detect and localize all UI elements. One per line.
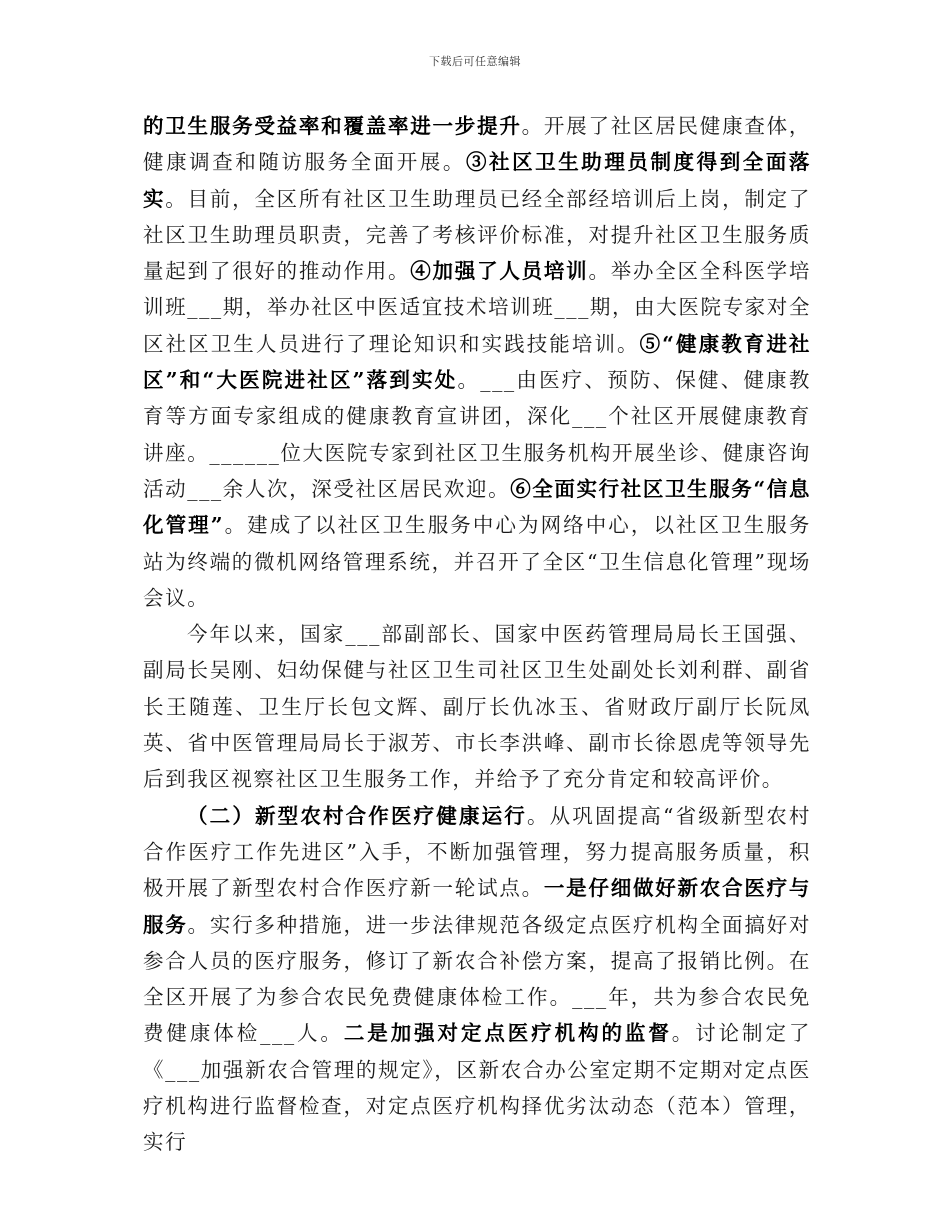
body-text-run: 。从巩固提高“省级新型农村合作医疗工作先进区”入手，不断加强管理，努力提高服务质量，积极开展了新型农村合作医疗新一轮试点。 xyxy=(143,803,812,901)
bold-heading-text: ⑥全面实行社区卫生服务“信息化管理” xyxy=(143,476,811,538)
paragraph-1 xyxy=(143,108,811,616)
body-text-run: 。___由医疗、预防、保健、健康教育等方面专家组成的健康教育宣讲团，深化___个社区开展健康教育讲座。______位大医院专家到社区卫生服务机构开展坐诊、健康咨询活动___余人次，深受社区居民欢迎。 xyxy=(143,368,811,501)
bold-heading-text: ④加强了人员培训 xyxy=(410,259,589,284)
page-header: 下载后可任意编辑 xyxy=(429,55,521,68)
bold-heading-text: ③社区卫生助理员制度得到全面落实 xyxy=(143,150,811,211)
bold-heading-text: ⑤“健康教育进社区”和“大医院进社区”落到实处 xyxy=(143,331,812,393)
bold-heading-text: 的卫生服务受益率和覆盖率进一步提升 xyxy=(143,114,522,138)
body-text-run: 。开展了社区居民健康查体，健康调查和随访服务全面开展。 xyxy=(143,114,811,175)
body-text-run: 。讨论制定了《___加强新农合管理的规定》，区新农合办公室定期不定期对定点医疗机构进行监督检查，对定点医疗机构择优劣汰动态（范本）管理，实行 xyxy=(143,1021,811,1155)
body-text-run: 。建成了以社区卫生服务中心为网络中心，以社区卫生服务站为终端的微机网络管理系统，并召开了全区“卫生信息化管理”现场会议。 xyxy=(143,513,811,610)
body-text-run: 。目前，全区所有社区卫生助理员已经全部经培训后上岗，制定了社区卫生助理员职责，完善了考核评价标准，对提升社区卫生服务质量起到了很好的推动作用。 xyxy=(143,186,811,284)
body-text-run: 。举办全区全科医学培训班___期，举办社区中医适宜技术培训班___期，由大医院专家对全区社区卫生人员进行了理论知识和实践技能培训。 xyxy=(143,259,811,356)
body-text-run: 今年以来，国家___部副部长、国家中医药管理局局长王国强、副局长吴刚、妇幼保健与社区卫生司社区卫生处副处长刘利群、副省长王随莲、卫生厅长包文辉、副厅长仇冰玉、省财政厅副厅长阮凤英、省中医管理局局长于淑芳、市长李洪峰、副市长徐恩虎等领导先后到我区视察社区卫生服务工作，并给予了充分肯定和较高评价。 xyxy=(143,622,811,792)
body-text-run: 。实行多种措施，进一步法律规范各级定点医疗机构全面搞好对参合人员的医疗服务，修订了新农合补偿方案，提高了报销比例。在全区开展了为参合农民免费健康体检工作。___年，共为参合农民免费健康体检___人。 xyxy=(143,912,811,1046)
bold-heading-text: 一是仔细做好新农合医疗与服务 xyxy=(143,876,811,937)
paragraph-3 xyxy=(143,798,811,1161)
bold-heading-text: （二）新型农村合作医疗健康运行 xyxy=(187,803,527,828)
document-body xyxy=(143,108,811,1161)
paragraph-2 xyxy=(143,616,811,797)
bold-heading-text: 二是加强对定点医疗机构的监督 xyxy=(343,1021,672,1046)
